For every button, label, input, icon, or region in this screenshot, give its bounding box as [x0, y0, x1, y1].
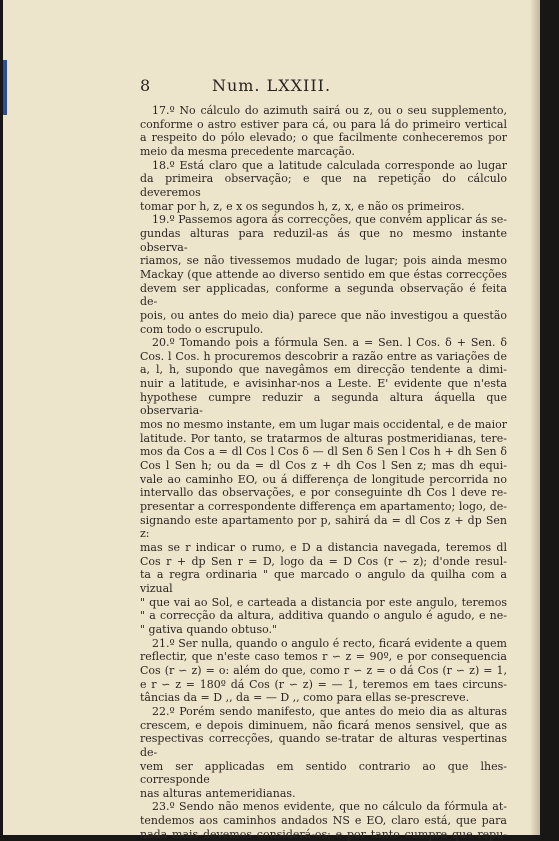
text-line: presentar a correspondente differença em apartamento; logo, de- — [140, 500, 507, 514]
text-line: mos da Cos a = dl Cos l Cos δ — dl Sen δ Sen l Cos h + dh Sen δ — [140, 445, 507, 459]
text-line: crescem, e depois diminuem, não ficará menos sensivel, que as — [140, 718, 507, 732]
text-line: 18.º Está claro que a latitude calculada corresponde ao lugar — [152, 158, 507, 172]
text-line: intervallo das observações, e por conseguinte dh Cos l deve re- — [140, 486, 507, 500]
text-line: da primeira observação; e que na repetição do cálculo deveremos — [140, 172, 507, 199]
text-line: 21.º Ser nulla, quando o angulo é recto, ficará evidente a quem — [152, 636, 507, 650]
text-line: 20.º Tomando pois a fórmula Sen. a = Sen. l Cos. δ + Sen. δ — [152, 336, 507, 350]
text-line: ta a regra ordinaria " que marcado o angulo da quilha com a vizual — [140, 568, 507, 595]
text-line: tomar por h, z, e x os segundos h, z, x, e não os primeiros. — [140, 199, 465, 213]
running-title: Num. LXXIII. — [211, 76, 332, 95]
text-line: Cos. l Cos. h procuremos descobrir a razão entre as variações de — [140, 349, 507, 363]
text-line: 19.º Passemos agora ás correcções, que convém applicar ás se- — [152, 213, 507, 227]
text-line: mas se r indicar o rumo, e D a distancia navegada, teremos dl — [140, 541, 507, 554]
text-line: nuir a latitude, e avisinhar-nos a Leste. E' evidente que n'esta — [140, 377, 507, 391]
text-line: Cos (r ∽ z) = o: além do que, como r ∽ z = o dá Cos (r ∽ z) = 1, — [140, 663, 507, 677]
text-line: hypothese cumpre reduzir a segunda altura áquella que observaria- — [140, 390, 507, 418]
text-line: reflectir, que n'este caso temos r ∽ z = 90º, e por consequencia — [140, 650, 507, 664]
text-line: com todo o escrupulo. — [140, 322, 264, 336]
text-line: " que vai ao Sol, e carteada a distancia por este angulo, teremos — [140, 595, 507, 609]
text-line: meio da mesma precedente marcação. — [140, 144, 355, 158]
text-line: 22.º Porém sendo manifesto, que antes do meio dia as alturas — [152, 704, 507, 718]
text-line: e r ∽ z = 180º dá Cos (r ∽ z) = — 1, teremos em taes circuns- — [140, 677, 507, 691]
text-line: " gativa quando obtuso." — [140, 622, 278, 636]
page-header — [3, 76, 540, 98]
text-line: signando este apartamento por p, sahirá da = dl Cos z + dp Sen z: — [140, 513, 507, 541]
text-line: nas alturas antemeridianas. — [140, 786, 296, 800]
text-line: tendemos aos caminhos andados NS e EO, claro está, que para — [140, 814, 507, 828]
text-line: 23.º Sendo não menos evidente, que no cálculo da fórmula at- — [152, 800, 507, 814]
page-number: 8 — [140, 76, 151, 95]
text-line: devem ser applicadas, conforme a segunda observação é feita de- — [140, 281, 507, 309]
book-page — [3, 0, 540, 841]
text-line: conforme o astro estiver para cá, ou para lá do primeiro vertical — [140, 117, 507, 131]
text-line: nada mais devemos considerá-os; e por tanto cumpre que repu- — [140, 827, 507, 841]
text-line: Mackay (que attende ao diverso sentido em que éstas correcções — [140, 267, 507, 281]
text-line: respectivas correcções, quando se-tratar de alturas vespertinas de- — [140, 732, 507, 759]
text-line: latitude. Por tanto, se tratarmos de alturas postmeridianas, tere- — [140, 431, 507, 445]
text-line: mos no mesmo instante, em um lugar mais occidental, e de maior — [140, 418, 507, 432]
text-line: pois, ou antes do meio dia) parece que não investigou a questão — [140, 308, 507, 322]
text-line: Cos l Sen h; ou da = dl Cos z + dh Cos l Sen z; mas dh equi- — [140, 459, 507, 473]
text-line: tâncias da = D ,, da = — D ,, como para ellas se-prescreve. — [140, 691, 470, 705]
text-line: Cos r + dp Sen r = D, logo da = D Cos (r ∽ z); d'onde resul- — [140, 554, 507, 568]
text-line: a respeito do pólo elevado; o que facilmente conheceremos por — [140, 131, 507, 145]
text-line: gundas alturas para reduzil-as ás que no mesmo instante observa- — [140, 226, 507, 254]
text-line: 17.º No cálculo do azimuth sairá ou z, ou o seu supplemento, — [152, 104, 507, 117]
text-line: vem ser applicadas em sentido contrario ao que lhes-corresponde — [140, 759, 507, 787]
text-line: riamos, se não tivessemos mudado de lugar; pois ainda mesmo — [140, 254, 507, 268]
text-line: vale ao caminho EO, ou á differença de longitude percorrida no — [140, 472, 507, 486]
body-text — [140, 104, 507, 841]
text-line: " a correcção da altura, additiva quando o angulo é agudo, e ne- — [140, 609, 507, 623]
text-line: a, l, h, supondo que navegâmos em direcção tendente a dimi- — [140, 363, 507, 377]
